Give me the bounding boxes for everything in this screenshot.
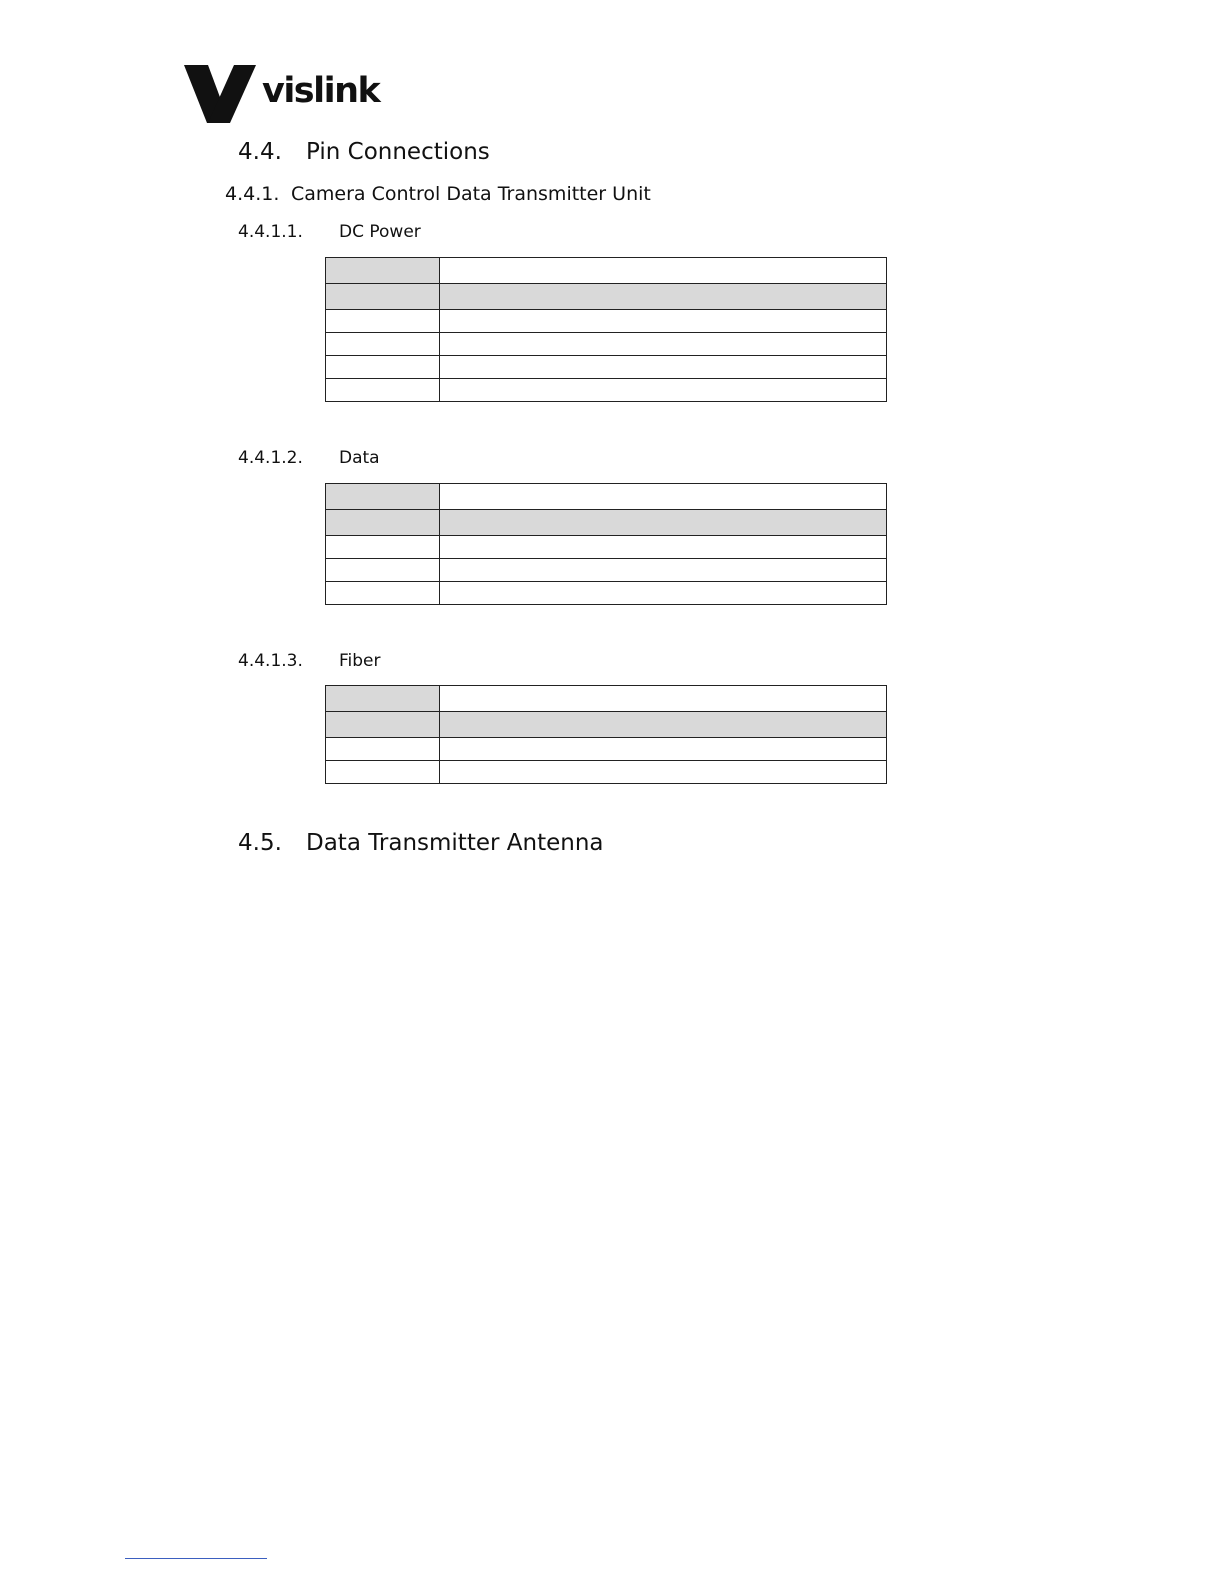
table-cell [326,686,440,712]
table-header-row [326,484,887,510]
section-heading-fiber [238,650,381,672]
table-row [326,761,887,784]
table-cell [440,356,887,379]
table-header-row [326,258,887,284]
table-cell [440,258,887,284]
table-cell [326,559,440,582]
table-cell [440,761,887,784]
table-row [326,738,887,761]
table-row [326,333,887,356]
table-cell [440,686,887,712]
vislink-logo-wordmark: vislink [262,71,380,111]
table-cell [326,284,440,310]
section-number: 4.4.1. [225,183,280,205]
section-number: 4.4.1.2. [238,448,303,468]
table-cell [440,582,887,605]
table-row [326,536,887,559]
section-number: 4.4. [238,139,282,165]
section-number: 4.4.1.3. [238,651,303,671]
table-cell [440,333,887,356]
table-cell [440,712,887,738]
table-subheader-row [326,712,887,738]
data-pin-table [325,483,887,605]
table-cell [326,582,440,605]
vislink-logo-mark [184,62,260,124]
table-row [326,310,887,333]
table-header-row [326,686,887,712]
table-cell [326,536,440,559]
table-row [326,559,887,582]
section-title: Data Transmitter Antenna [306,830,604,856]
table-cell [440,379,887,402]
table-cell [326,258,440,284]
table-cell [440,559,887,582]
table-cell [440,536,887,559]
table-subheader-row [326,510,887,536]
table-cell [326,310,440,333]
table-cell [326,356,440,379]
table-cell [326,738,440,761]
table-cell [440,484,887,510]
table-row [326,582,887,605]
table-cell [440,510,887,536]
section-title: Fiber [339,651,381,671]
section-heading-dc-power [238,221,421,243]
section-heading-4-4 [238,138,490,166]
section-heading-data [238,447,380,469]
section-heading-4-4-1 [225,182,651,206]
table-row [326,379,887,402]
section-title: Data [339,448,380,468]
table-cell [326,379,440,402]
section-heading-4-5 [238,829,603,857]
table-cell [326,761,440,784]
section-title: DC Power [339,222,421,242]
section-number: 4.5. [238,830,282,856]
table-row [326,356,887,379]
dc-power-pin-table [325,257,887,402]
vislink-logo [184,62,380,126]
table-cell [440,738,887,761]
section-number: 4.4.1.1. [238,222,303,242]
table-cell [440,310,887,333]
footer-rule [125,1558,267,1559]
section-title: Camera Control Data Transmitter Unit [291,183,651,205]
section-title: Pin Connections [306,139,490,165]
table-cell [440,284,887,310]
table-cell [326,484,440,510]
table-cell [326,333,440,356]
table-cell [326,712,440,738]
table-cell [326,510,440,536]
table-subheader-row [326,284,887,310]
fiber-pin-table [325,685,887,784]
